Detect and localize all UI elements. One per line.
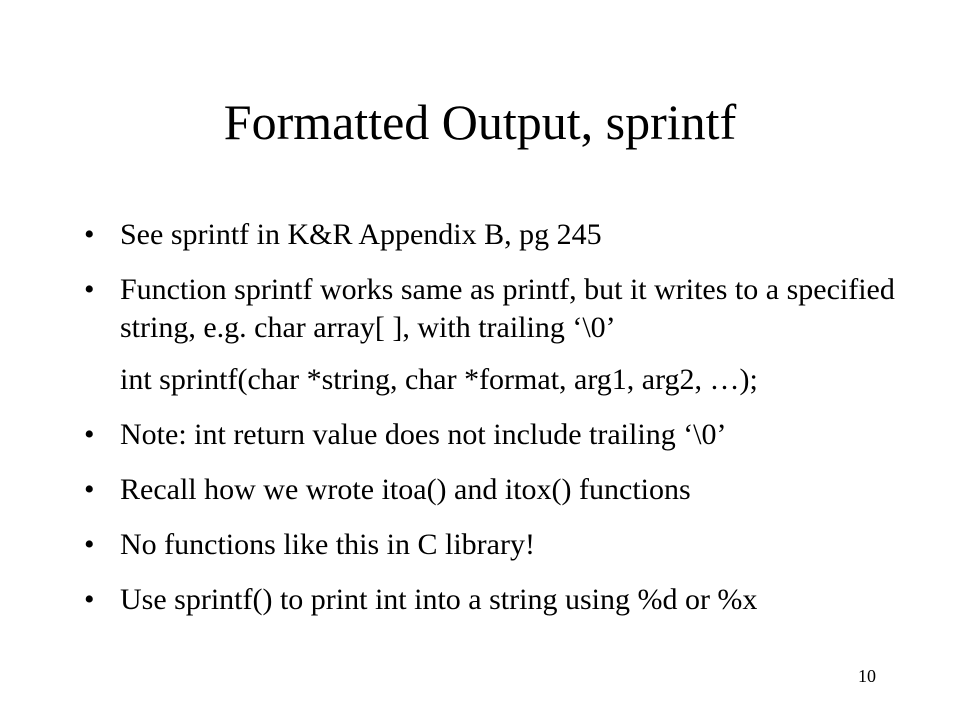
page-number: 10 [858,666,876,686]
bullet-list [84,216,924,636]
code-signature: int sprintf(char *string, char *format, arg1, arg2, …); [120,363,758,396]
bullet-item [84,526,924,564]
bullet-item [84,216,924,254]
bullet-dot-icon: • [84,473,95,506]
slide-title: Formatted Output, sprintf [223,94,737,150]
bullet-dot-icon: • [84,583,95,616]
bullet-item [84,471,924,509]
bullet-item [84,416,924,454]
bullet-text: Recall how we wrote itoa() and itox() functions [120,473,691,506]
bullet-text: Use sprintf() to print int into a string using %d or %x [120,583,758,616]
bullet-text: See sprintf in K&R Appendix B, pg 245 [120,218,602,251]
bullet-text: Note: int return value does not include trailing ‘\0’ [120,418,727,451]
bullet-item [84,271,924,399]
bullet-text: No functions like this in C library! [120,528,535,561]
bullet-item [84,581,924,619]
bullet-text: Function sprintf works same as printf, but it writes to a specified string, e.g. char array[ ], with trailing ‘\0’ [120,273,895,344]
bullet-dot-icon: • [84,418,95,451]
bullet-dot-icon: • [84,218,95,251]
bullet-dot-icon: • [84,528,95,561]
bullet-dot-icon: • [84,273,95,306]
